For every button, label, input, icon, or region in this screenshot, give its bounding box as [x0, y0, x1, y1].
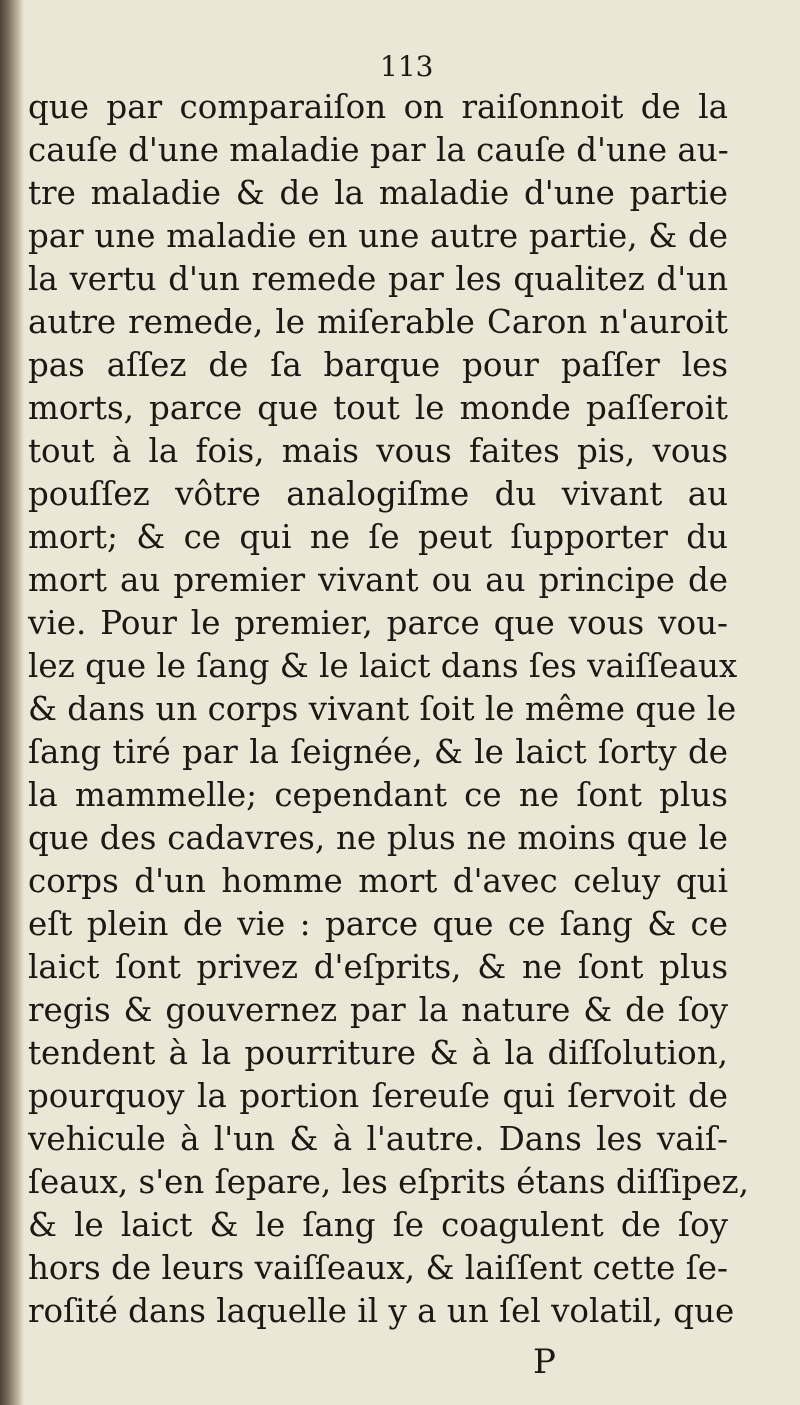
text-line: hors de leurs vaiſſeaux, & laiſſent cette ſe- [28, 1249, 728, 1287]
text-line: ſeaux, s'en ſepare, les eſprits étans diſſipez, [28, 1163, 749, 1201]
text-line: eſt plein de vie : parce que ce ſang & ce [28, 905, 728, 943]
text-line: pourquoy la portion ſereuſe qui ſervoit de [28, 1077, 728, 1115]
text-line: roſité dans laquelle il y a un ſel volatil, que [28, 1292, 735, 1330]
text-line: pouſſez vôtre analogiſme du vivant au [28, 475, 728, 513]
text-line: morts, parce que tout le monde paſſeroit [28, 389, 728, 427]
text-line: la mammelle; cependant ce ne ſont plus [28, 776, 728, 814]
text-line: regis & gouvernez par la nature & de ſoy [28, 991, 728, 1029]
text-line: vehicule à l'un & à l'autre. Dans les vaiſ- [28, 1120, 728, 1158]
binding-edge [0, 0, 24, 1405]
text-line: tendent à la pourriture & à la diſſolution, [28, 1034, 728, 1072]
text-line: corps d'un homme mort d'avec celuy qui [28, 862, 728, 900]
text-line: tout à la fois, mais vous faites pis, vous [28, 432, 728, 470]
text-line: la vertu d'un remede par les qualitez d'un [28, 260, 728, 298]
text-line: mort; & ce qui ne ſe peut ſupporter du [28, 518, 728, 556]
text-line: que par comparaiſon on raiſonnoit de la [28, 88, 728, 126]
text-line: que des cadavres, ne plus ne moins que le [28, 819, 728, 857]
text-line: & le laict & le ſang ſe coagulent de ſoy [28, 1206, 728, 1244]
text-line: cauſe d'une maladie par la cauſe d'une au- [28, 131, 729, 169]
text-line: lez que le ſang & le laict dans ſes vaiſſeaux [28, 647, 738, 685]
body-text [28, 86, 749, 1333]
text-line: laict ſont privez d'eſprits, & ne ſont plus [28, 948, 728, 986]
signature-mark: P [533, 1342, 556, 1382]
text-line: autre remede, le miſerable Caron n'auroit [28, 303, 728, 341]
text-line: tre maladie & de la maladie d'une partie [28, 174, 728, 212]
text-line: ſang tiré par la ſeignée, & le laict ſorty de [28, 733, 728, 771]
text-line: & dans un corps vivant ſoit le même que le [28, 690, 737, 728]
text-line: mort au premier vivant ou au principe de [28, 561, 728, 599]
text-line: par une maladie en une autre partie, & de [28, 217, 728, 255]
text-line: vie. Pour le premier, parce que vous vou- [28, 604, 728, 642]
page-number: 113 [380, 50, 434, 83]
text-line: pas aſſez de ſa barque pour paſſer les [28, 346, 728, 384]
